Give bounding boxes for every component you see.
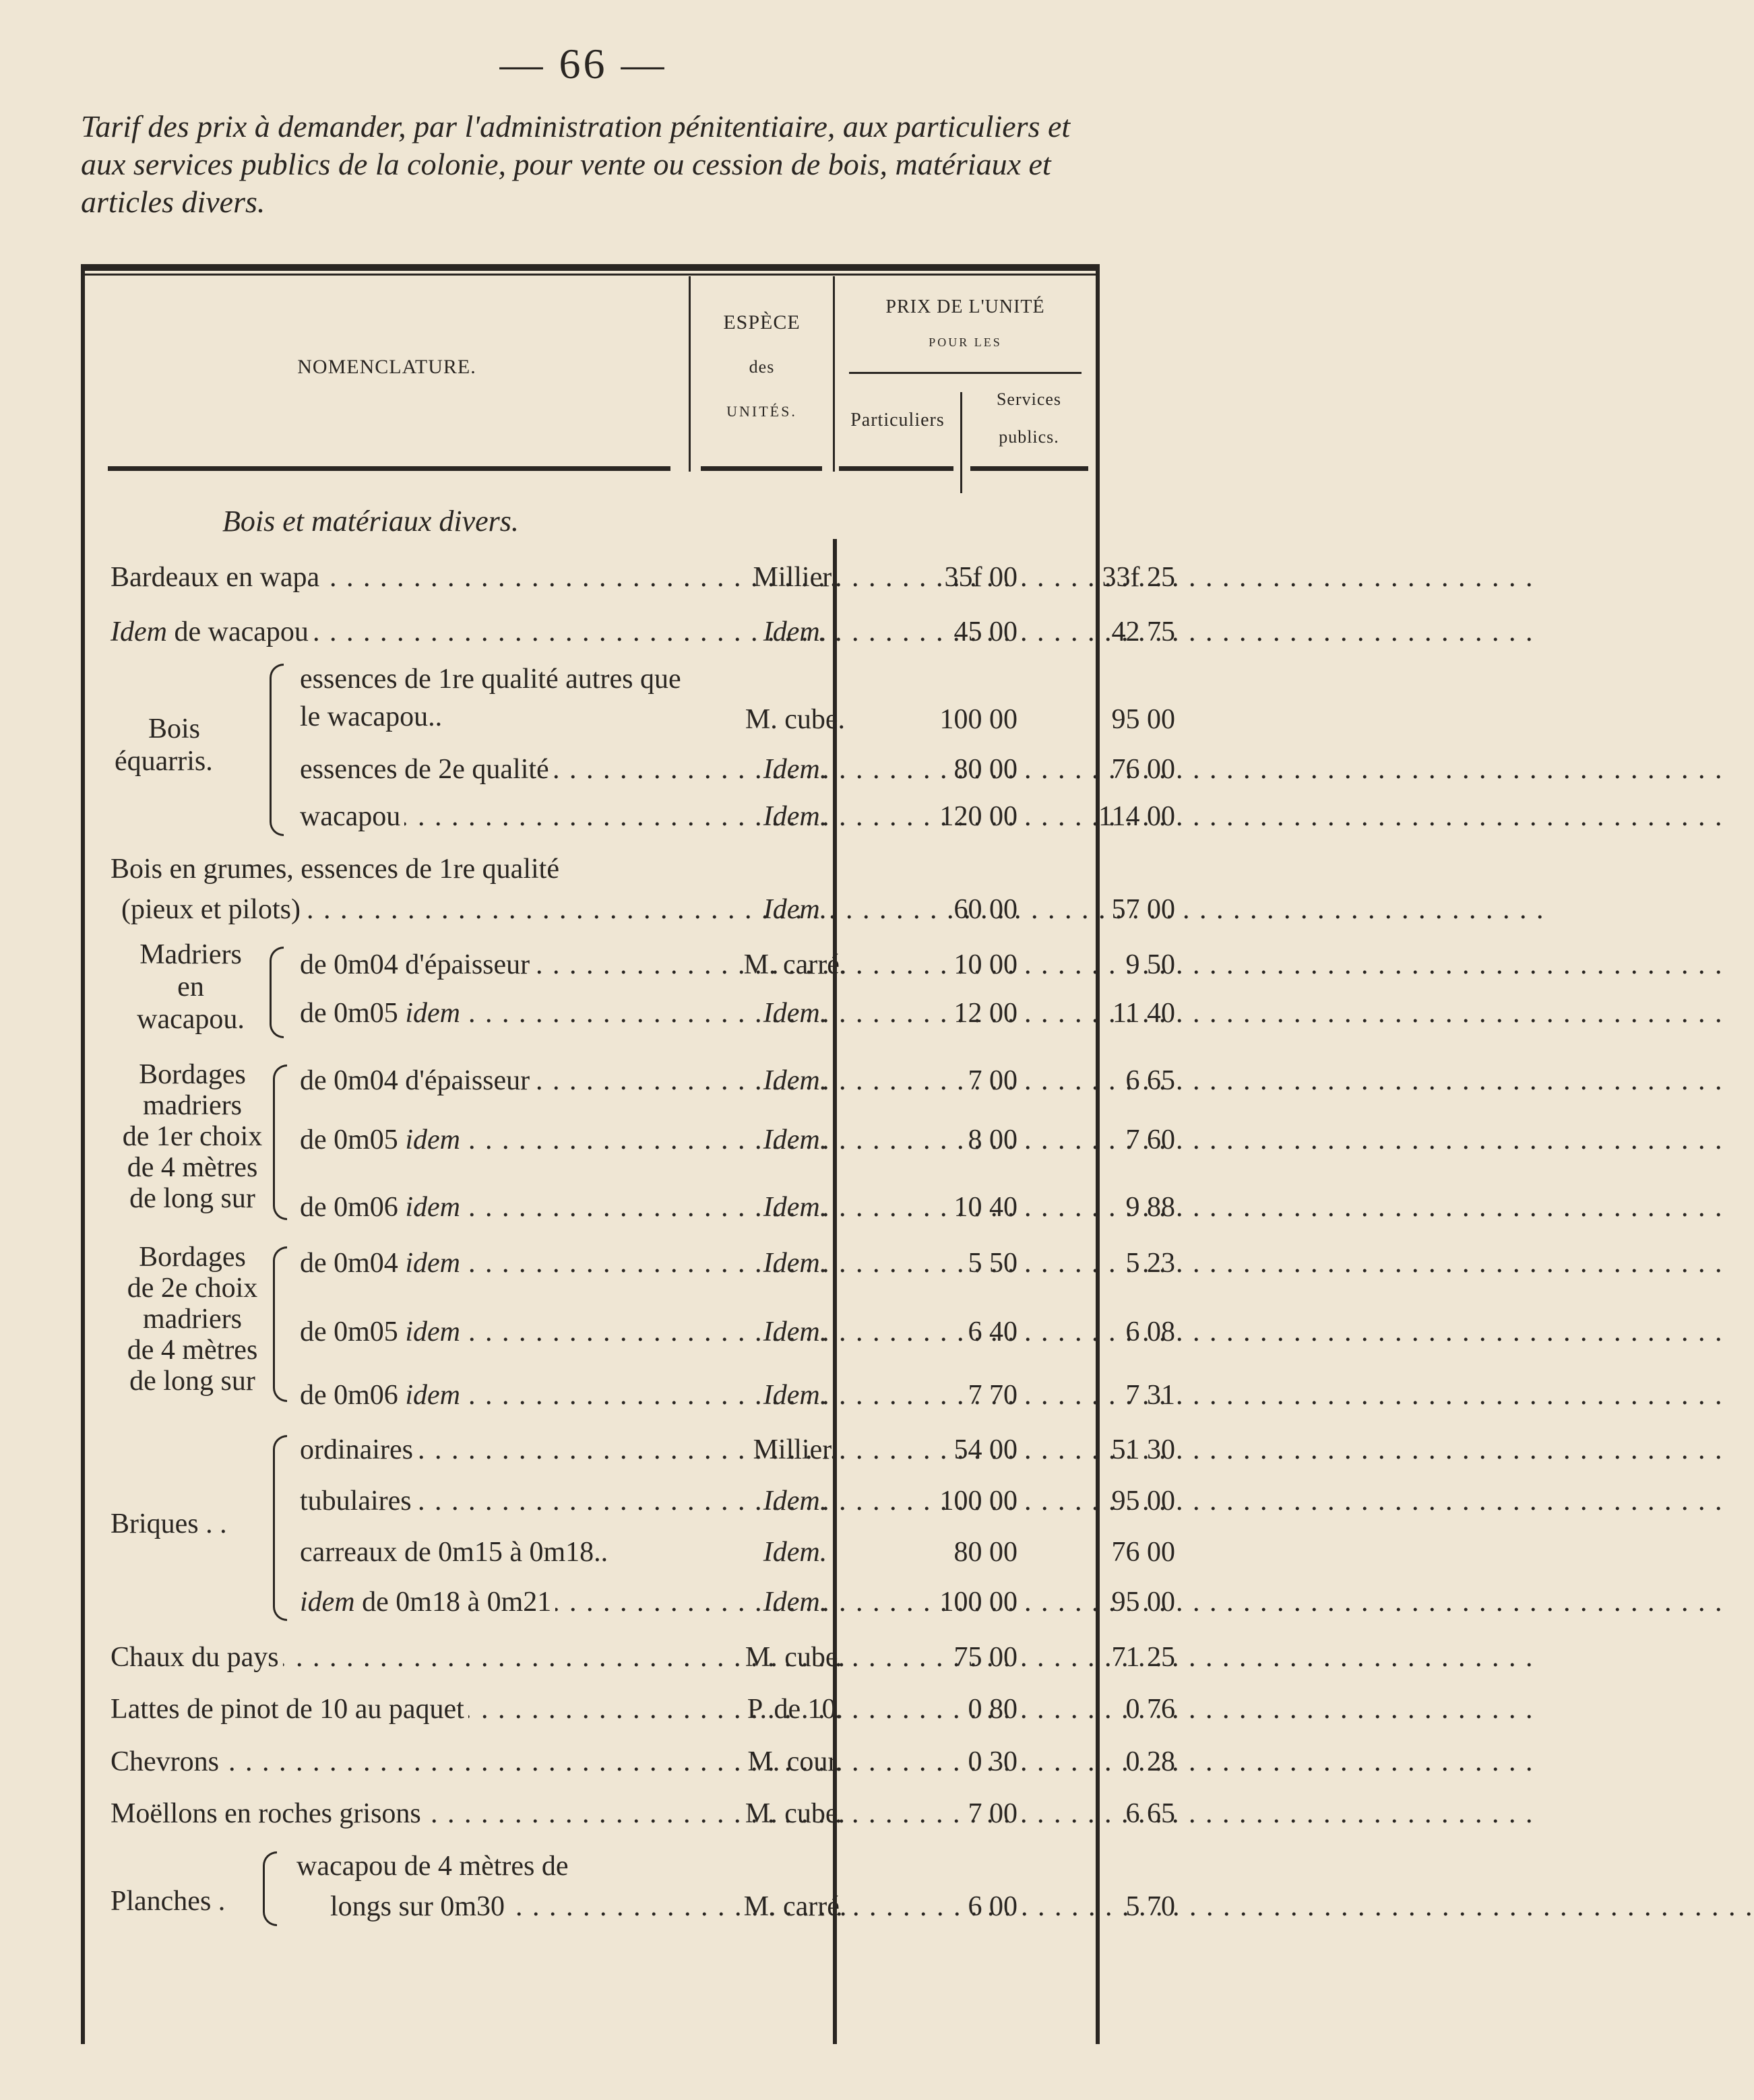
row-unit: M. cube. [745,1798,846,1829]
table-row [81,698,1175,741]
table-row [81,1531,1175,1574]
header-separator [970,466,1088,471]
price-services: 51 30 [1111,1434,1175,1465]
price-particuliers: 6 40 [968,1316,1017,1347]
table-row [81,1636,1175,1679]
row-unit: Idem. [763,1124,827,1155]
row-unit: Idem. [763,1380,827,1411]
price-particuliers: 7 70 [968,1380,1017,1411]
row-unit: Idem. [763,1316,827,1347]
section-title: Bois et matériaux divers. [222,505,519,538]
row-unit: Idem. [763,1486,827,1517]
row-name: de 0m04 d'épaisseur [300,949,534,980]
table-row [81,1242,1175,1285]
header-prix: PRIX DE L'UNITÉ [885,296,1045,317]
price-particuliers: 60 00 [953,894,1017,925]
row-name: de 0m06 [300,1192,406,1223]
row-name: de 0m06 [300,1380,406,1411]
price-particuliers: 0 80 [968,1694,1017,1725]
table-row [81,1792,1175,1835]
row-unit: Millier. [753,562,838,593]
header-publics: publics. [999,427,1059,447]
header-pour-les: POUR LES [929,336,1002,349]
header-separator [839,466,953,471]
price-services: 57 00 [1111,894,1175,925]
row-unit: M. cube. [745,704,846,735]
row-name-italic: idem [405,998,460,1029]
row-name-italic: Idem [111,616,167,647]
group-label-briques: Briques . . [111,1508,227,1539]
row-name: wacapou [300,801,404,832]
row-unit: Idem. [763,1192,827,1223]
header-separator [108,466,670,471]
price-particuliers: 12 00 [953,998,1017,1029]
row-name: Chevrons [111,1746,223,1777]
header-espece: ESPÈCE [723,311,801,333]
row-name-line2: longs sur 0m30 [330,1891,509,1922]
row-name: de 0m18 à 0m21 [354,1587,552,1618]
row-name-multiline: essences de 1re qualité autres que le wacapou.. [300,664,681,732]
brace-line [849,372,1082,374]
price-services: 0 28 [1125,1746,1175,1777]
price-services: 7 60 [1125,1124,1175,1155]
price-services: 76 00 [1111,754,1175,785]
price-particuliers: 6 00 [968,1891,1017,1922]
row-unit: Idem. [763,801,827,832]
price-particuliers: 120 00 [939,801,1017,832]
row-unit: P. de 10. [747,1694,844,1725]
price-services: 76 00 [1111,1537,1175,1568]
row-name: essences de 2e qualité [300,754,553,785]
table-row [81,1885,1175,1928]
price-particuliers: 7 00 [968,1065,1017,1096]
price-particuliers: 100 00 [939,1587,1017,1618]
price-particuliers: 10 00 [953,949,1017,980]
row-name: de 0m05 [300,1124,406,1155]
row-unit: Idem. [763,616,827,647]
price-services: 114 00 [1098,801,1175,832]
table-row [81,795,1175,838]
row-name-line1: Bois en grumes, essences de 1re qualité [111,854,559,885]
row-unit: Idem. [763,894,827,925]
row-unit: Idem. [763,998,827,1029]
table-row [81,1059,1175,1102]
row-name-line2: (pieux et pilots) [121,894,305,925]
row-unit: Idem. [763,1537,827,1568]
row-name: Chaux du pays [111,1642,283,1673]
price-services: 6 65 [1125,1798,1175,1829]
table-row [81,1310,1175,1354]
row-unit: Idem. [763,1248,827,1279]
table-row [81,610,1175,654]
row-name: de wacapou [166,616,309,647]
price-services: 71 25 [1111,1642,1175,1673]
table-row [81,1740,1175,1783]
row-name: Bardeaux en wapa [111,562,323,593]
price-services: 42 75 [1111,616,1175,647]
row-name: tubulaires [300,1486,416,1517]
row-unit: Idem. [763,754,827,785]
row-name: de 0m04 [300,1248,406,1279]
row-name-italic: idem [405,1380,460,1411]
price-services: 95 00 [1111,704,1175,735]
price-particuliers: 100 00 [939,1486,1017,1517]
price-services: 9 88 [1125,1192,1175,1223]
row-unit: M. cour. [747,1746,843,1777]
table-row [81,1581,1175,1624]
row-name-line1: wacapou de 4 mètres de [296,1851,569,1882]
price-particuliers: 7 00 [968,1798,1017,1829]
header-separator [701,466,822,471]
table-row [81,943,1175,986]
row-name-italic: idem [405,1316,460,1347]
table-row [81,888,1175,931]
group-label-planches: Planches . [111,1886,226,1917]
price-services: 11 40 [1113,998,1175,1029]
price-services: 33f 25 [1102,562,1175,593]
row-unit: M. carré. [743,949,847,980]
price-particuliers: 54 00 [953,1434,1017,1465]
header-des: des [749,357,775,377]
table-row [81,1428,1175,1471]
group-label-bordages-2: Bordages de 2e choix madriers de 4 mètres de long sur [127,1242,258,1397]
row-unit: Millier. [753,1434,838,1465]
row-name: Moëllons en roches grisons [111,1798,425,1829]
table-row [81,556,1175,599]
row-name: Lattes de pinot de 10 au paquet [111,1694,468,1725]
price-particuliers: 80 00 [953,754,1017,785]
row-name: ordinaires [300,1434,417,1465]
price-particuliers: 80 00 [953,1537,1017,1568]
table-row [81,1186,1175,1229]
price-particuliers: 5 50 [968,1248,1017,1279]
row-name-italic: idem [405,1248,460,1279]
table-caption: Tarif des prix à demander, par l'administration pénitentiaire, aux particuliers et aux services publics de la colonie, pour vente ou cession de bois, matériaux et articles divers. [81,109,1071,219]
row-name: de 0m04 d'épaisseur [300,1065,534,1096]
table-row [81,1688,1175,1731]
price-services: 95 00 [1111,1486,1175,1517]
row-name-italic: idem [405,1124,460,1155]
price-services: 0 76 [1125,1694,1175,1725]
table-row [81,992,1175,1035]
top-rule-thin [81,274,1098,276]
group-label-bois-equarris: Bois équarris. [115,713,213,777]
price-particuliers: 100 00 [939,704,1017,735]
price-services: 7 31 [1125,1380,1175,1411]
top-rule [81,264,1098,271]
price-particuliers: 10 40 [953,1192,1017,1223]
header-nomenclature: NOMENCLATURE. [297,356,476,378]
table-row [81,748,1175,791]
price-services: 9 50 [1125,949,1175,980]
header-services: Services [996,389,1062,409]
price-services: 6 65 [1125,1065,1175,1096]
price-particuliers: 0 30 [968,1746,1017,1777]
table-row [81,1479,1175,1523]
row-unit: Idem. [763,1587,827,1618]
price-particuliers: 8 00 [968,1124,1017,1155]
price-particuliers: 35f 00 [944,562,1017,593]
row-name: de 0m05 [300,998,406,1029]
price-services: 5 70 [1125,1891,1175,1922]
group-label-bordages-1: Bordages madriers de 1er choix de 4 mètres de long sur [122,1059,263,1214]
header-unites: UNITÉS. [726,403,797,420]
price-services: 6 08 [1125,1316,1175,1347]
row-unit: Idem. [763,1065,827,1096]
row-name-italic: idem [300,1587,355,1618]
price-particuliers: 45 00 [953,616,1017,647]
price-services: 5 23 [1125,1248,1175,1279]
row-unit: M. cube. [745,1642,846,1673]
row-name: carreaux de 0m15 à 0m18.. [300,1537,612,1568]
price-services: 95 00 [1111,1587,1175,1618]
row-unit: M. carré. [743,1891,847,1922]
page-number: — 66 — [499,40,667,88]
header-particuliers: Particuliers [850,410,945,431]
table-row [81,1374,1175,1417]
row-name: de 0m05 [300,1316,406,1347]
table-row [81,1118,1175,1162]
row-name-italic: idem [405,1192,460,1223]
price-particuliers: 75 00 [953,1642,1017,1673]
group-label-madriers: Madriers en wacapou. [137,939,245,1035]
